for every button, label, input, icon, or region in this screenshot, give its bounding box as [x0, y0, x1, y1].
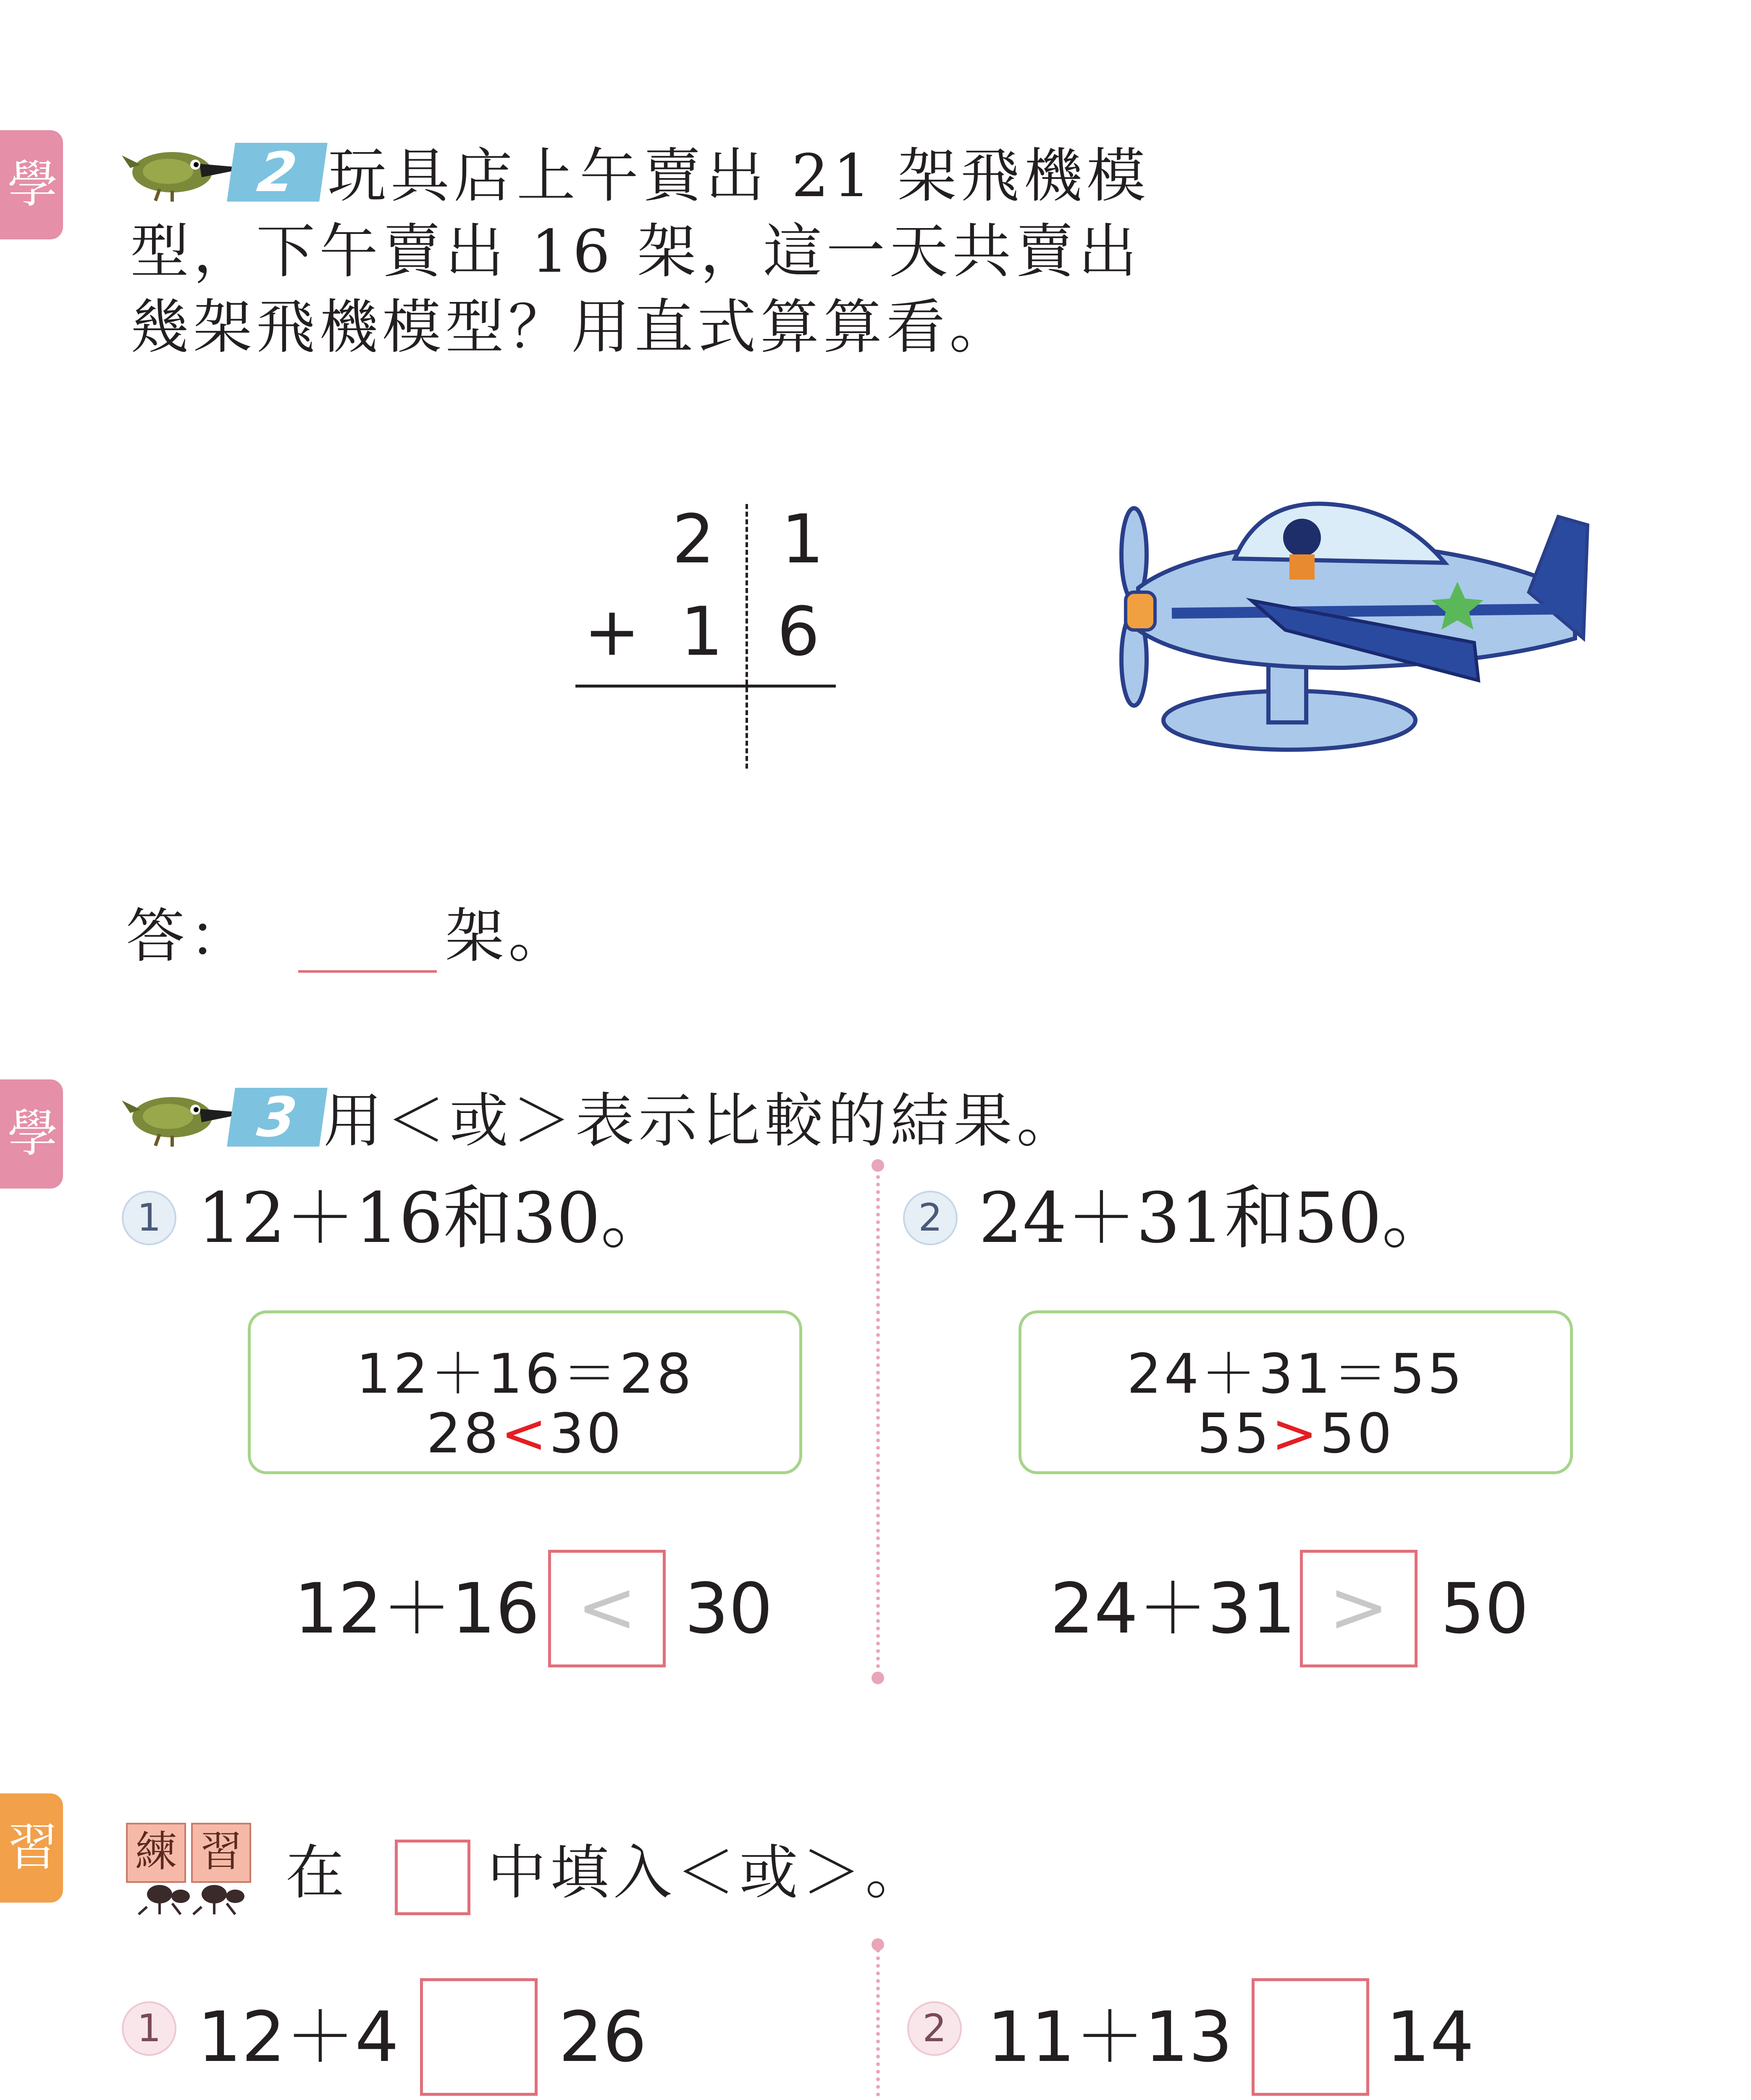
part-prompt: 24＋31和50。 — [979, 1178, 1451, 1258]
practice-badge: 習 — [191, 1823, 251, 1883]
item-number-badge: 2 — [907, 2001, 962, 2056]
question-number-badge: 2 — [227, 143, 328, 202]
place-value-divider — [746, 504, 748, 769]
item-left-expression: 11＋13 — [987, 1997, 1233, 2077]
part-number-badge: 1 — [122, 1191, 176, 1245]
answer-expression-left: 12＋16 — [294, 1568, 540, 1649]
answer-box[interactable] — [1300, 1550, 1418, 1667]
tens-digit-2: 1 — [680, 592, 723, 671]
example-box — [395, 1840, 470, 1915]
practice-badge: 練 — [126, 1823, 186, 1883]
answer-box[interactable] — [1252, 1978, 1369, 2096]
question-text-line1: 玩具店上午賣出 21 架飛機模 — [328, 142, 1150, 210]
question-text-line3: 幾架飛機模型？用直式算算看。 — [130, 293, 1013, 362]
tens-digit-1: 2 — [672, 500, 715, 578]
question-number-badge: 3 — [227, 1088, 328, 1147]
airplane-illustration — [1109, 491, 1600, 760]
less-than-sign: < — [501, 1402, 549, 1465]
question-2 — [122, 134, 1676, 370]
item-left-expression: 12＋4 — [197, 1997, 399, 2077]
item-right-expression: 26 — [559, 1997, 647, 2077]
work-box — [248, 1310, 802, 1474]
answer-expression-left: 24＋31 — [1050, 1568, 1296, 1649]
sum-line — [575, 685, 836, 688]
plus-sign: + — [584, 592, 641, 671]
answer-label: 答： — [126, 902, 252, 971]
practice-instruction-post: 中填入＜或＞。 — [487, 1839, 929, 1907]
part-number-badge: 2 — [903, 1191, 958, 1245]
ones-digit-2: 6 — [777, 592, 820, 671]
answer-expression-right: 30 — [685, 1568, 773, 1649]
divider-dot — [872, 1672, 884, 1684]
side-tab-learn: 學 — [0, 130, 63, 239]
work-line-compare: 55>50 — [1197, 1402, 1394, 1465]
answer-blank[interactable] — [298, 970, 437, 973]
ants-icon — [130, 1877, 256, 1915]
greater-than-sign: > — [1271, 1402, 1320, 1465]
vertical-addition — [575, 500, 844, 773]
answer-expression-right: 50 — [1441, 1568, 1529, 1649]
divider-dot — [872, 1159, 884, 1172]
item-number-badge: 1 — [122, 2001, 176, 2056]
side-tab-learn: 學 — [0, 1079, 63, 1189]
work-box — [1019, 1310, 1573, 1474]
practice-divider-vertical — [876, 1949, 880, 2100]
answer-sign-hint: < — [577, 1566, 637, 1649]
work-line-sum: 24＋31＝55 — [1126, 1342, 1465, 1406]
work-line-compare: 28<30 — [426, 1402, 624, 1465]
practice-instruction-pre: 在 — [286, 1839, 349, 1907]
answer-sign-hint: > — [1328, 1566, 1389, 1649]
question-text-line2: 型，下午賣出 16 架，這一天共賣出 — [130, 218, 1142, 286]
ones-digit-1: 1 — [781, 500, 824, 578]
question-3 — [122, 1079, 1676, 1163]
answer-box[interactable] — [420, 1978, 538, 2096]
item-right-expression: 14 — [1386, 1997, 1474, 2077]
divider-dot — [872, 1938, 884, 1951]
side-tab-practice: 習 — [0, 1793, 63, 1903]
part-prompt: 12＋16和30。 — [197, 1178, 670, 1258]
work-line-sum: 12＋16＝28 — [356, 1342, 694, 1406]
question-instruction: 用＜或＞表示比較的結果。 — [323, 1087, 1080, 1155]
answer-box[interactable] — [548, 1550, 666, 1667]
section-divider — [876, 1168, 880, 1676]
answer-unit: 架。 — [445, 902, 572, 971]
practice-header — [122, 1814, 1676, 1924]
